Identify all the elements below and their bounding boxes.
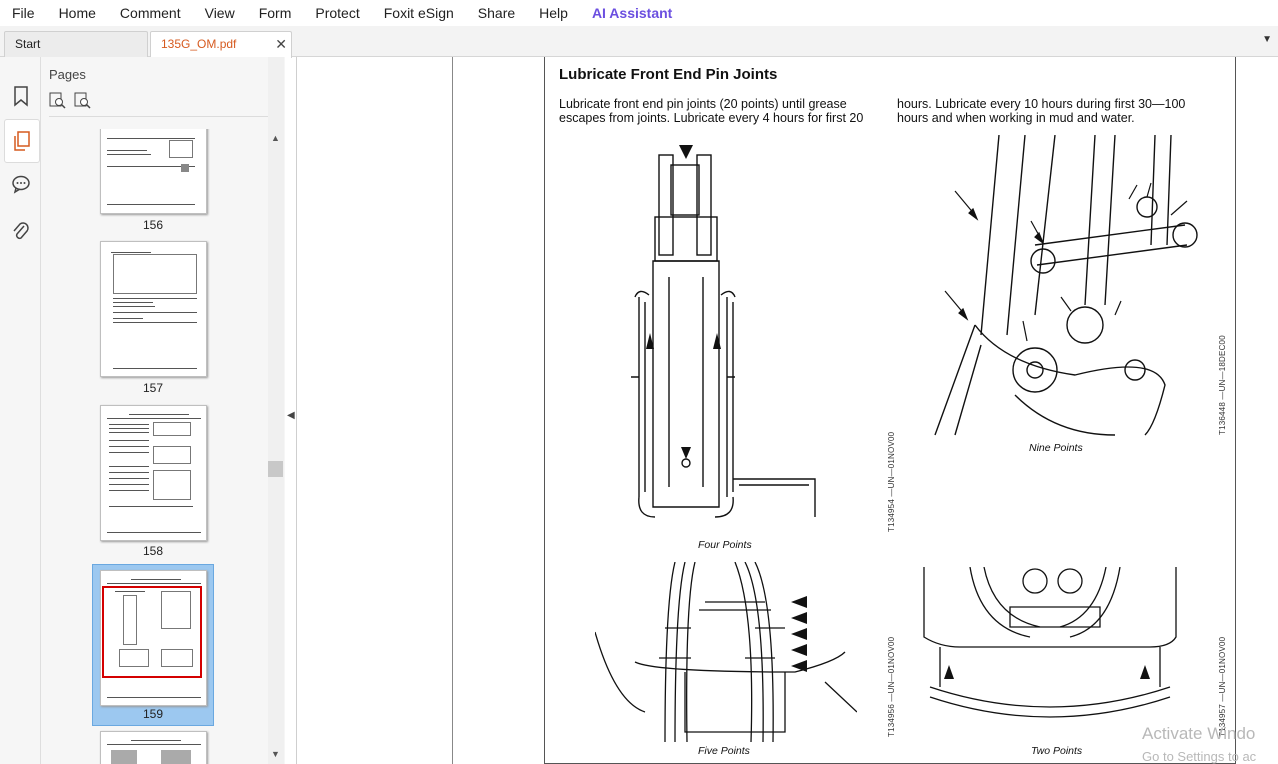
menu-form[interactable]: Form <box>258 5 292 21</box>
tab-overflow-icon[interactable]: ▼ <box>1262 34 1272 45</box>
page-thumbnail-158[interactable] <box>100 405 207 541</box>
comment-icon[interactable] <box>6 169 36 199</box>
tab-bar <box>0 26 1278 57</box>
scrollbar-thumb[interactable] <box>268 461 283 477</box>
pages-panel <box>41 57 285 764</box>
zoom-out-thumbnail-icon[interactable] <box>74 92 91 114</box>
attachment-icon[interactable] <box>6 217 36 247</box>
navigation-rail <box>0 57 41 764</box>
tab-document-label: 135G_OM.pdf <box>161 37 237 51</box>
page-thumbnail-label: 158 <box>142 544 164 558</box>
thumbnail-scrollbar[interactable] <box>268 57 284 764</box>
figure-code: T134954 —UN—01NOV00 <box>887 431 896 532</box>
page-thumbnail-160[interactable] <box>100 731 207 764</box>
figure-caption: Five Points <box>698 745 750 757</box>
figure-code: T134957 —UN—01NOV00 <box>1218 636 1227 737</box>
zoom-in-thumbnail-icon[interactable] <box>49 92 66 114</box>
page-thumbnail-159[interactable] <box>100 570 207 706</box>
activation-watermark: Activate Windo <box>1142 724 1256 743</box>
pdf-page <box>544 57 1236 764</box>
page-thumbnail-157[interactable] <box>100 241 207 377</box>
page-thumbnail-156[interactable] <box>100 129 207 214</box>
tab-start[interactable] <box>4 31 148 57</box>
figure-caption: Two Points <box>1031 745 1083 757</box>
panel-divider <box>49 116 277 117</box>
menu-view[interactable]: View <box>204 5 235 21</box>
menu-comment[interactable]: Comment <box>119 5 181 21</box>
figure-caption: Nine Points <box>1029 442 1083 454</box>
scroll-down-icon[interactable]: ▼ <box>271 749 280 759</box>
page-thumbnail-label: 157 <box>142 381 164 395</box>
figure-code: T136448 —UN—18DEC00 <box>1218 335 1227 435</box>
menu-ai-assistant[interactable]: AI Assistant <box>591 5 673 21</box>
menu-foxit-esign[interactable]: Foxit eSign <box>383 5 454 21</box>
panel-title: Pages <box>49 67 86 82</box>
page-thumbnail-label: 156 <box>142 218 164 232</box>
tab-document[interactable] <box>150 31 292 58</box>
menu-share[interactable]: Share <box>477 5 516 21</box>
scroll-up-icon[interactable]: ▲ <box>271 133 280 143</box>
page-heading: Lubricate Front End Pin Joints <box>559 66 778 83</box>
pages-icon[interactable] <box>4 119 40 163</box>
figure-nine-points <box>915 135 1205 440</box>
document-view[interactable] <box>296 57 1278 764</box>
page-thumbnail-label: 159 <box>142 707 164 721</box>
figure-caption: Four Points <box>698 539 752 551</box>
menu-protect[interactable]: Protect <box>315 5 360 21</box>
paragraph-left: Lubricate front end pin joints (20 points) until grease escapes from joints. Lubricate every 4 hours for first 20 <box>559 97 864 125</box>
thumbnail-list <box>41 129 269 764</box>
paragraph-right: hours. Lubricate every 10 hours during first 30—100 hours and when working in mud and water. <box>897 97 1186 125</box>
viewport-indicator[interactable] <box>102 586 202 678</box>
figure-four-points <box>615 137 855 522</box>
menu-bar <box>0 0 1278 26</box>
activation-watermark-subtitle: Go to Settings to ac <box>1142 749 1257 764</box>
menu-file[interactable]: File <box>12 5 35 21</box>
figure-five-points <box>595 562 857 742</box>
collapse-panel-icon[interactable]: ◀ <box>287 410 295 421</box>
menu-help[interactable]: Help <box>539 5 568 21</box>
panel-toolbar <box>49 92 91 114</box>
figure-code: T134956 —UN—01NOV00 <box>887 636 896 737</box>
tab-start-label: Start <box>15 37 41 51</box>
figure-two-points <box>920 567 1190 737</box>
menu-home[interactable]: Home <box>58 5 96 21</box>
bookmark-icon[interactable] <box>6 81 36 111</box>
close-icon[interactable]: ✕ <box>275 36 287 52</box>
